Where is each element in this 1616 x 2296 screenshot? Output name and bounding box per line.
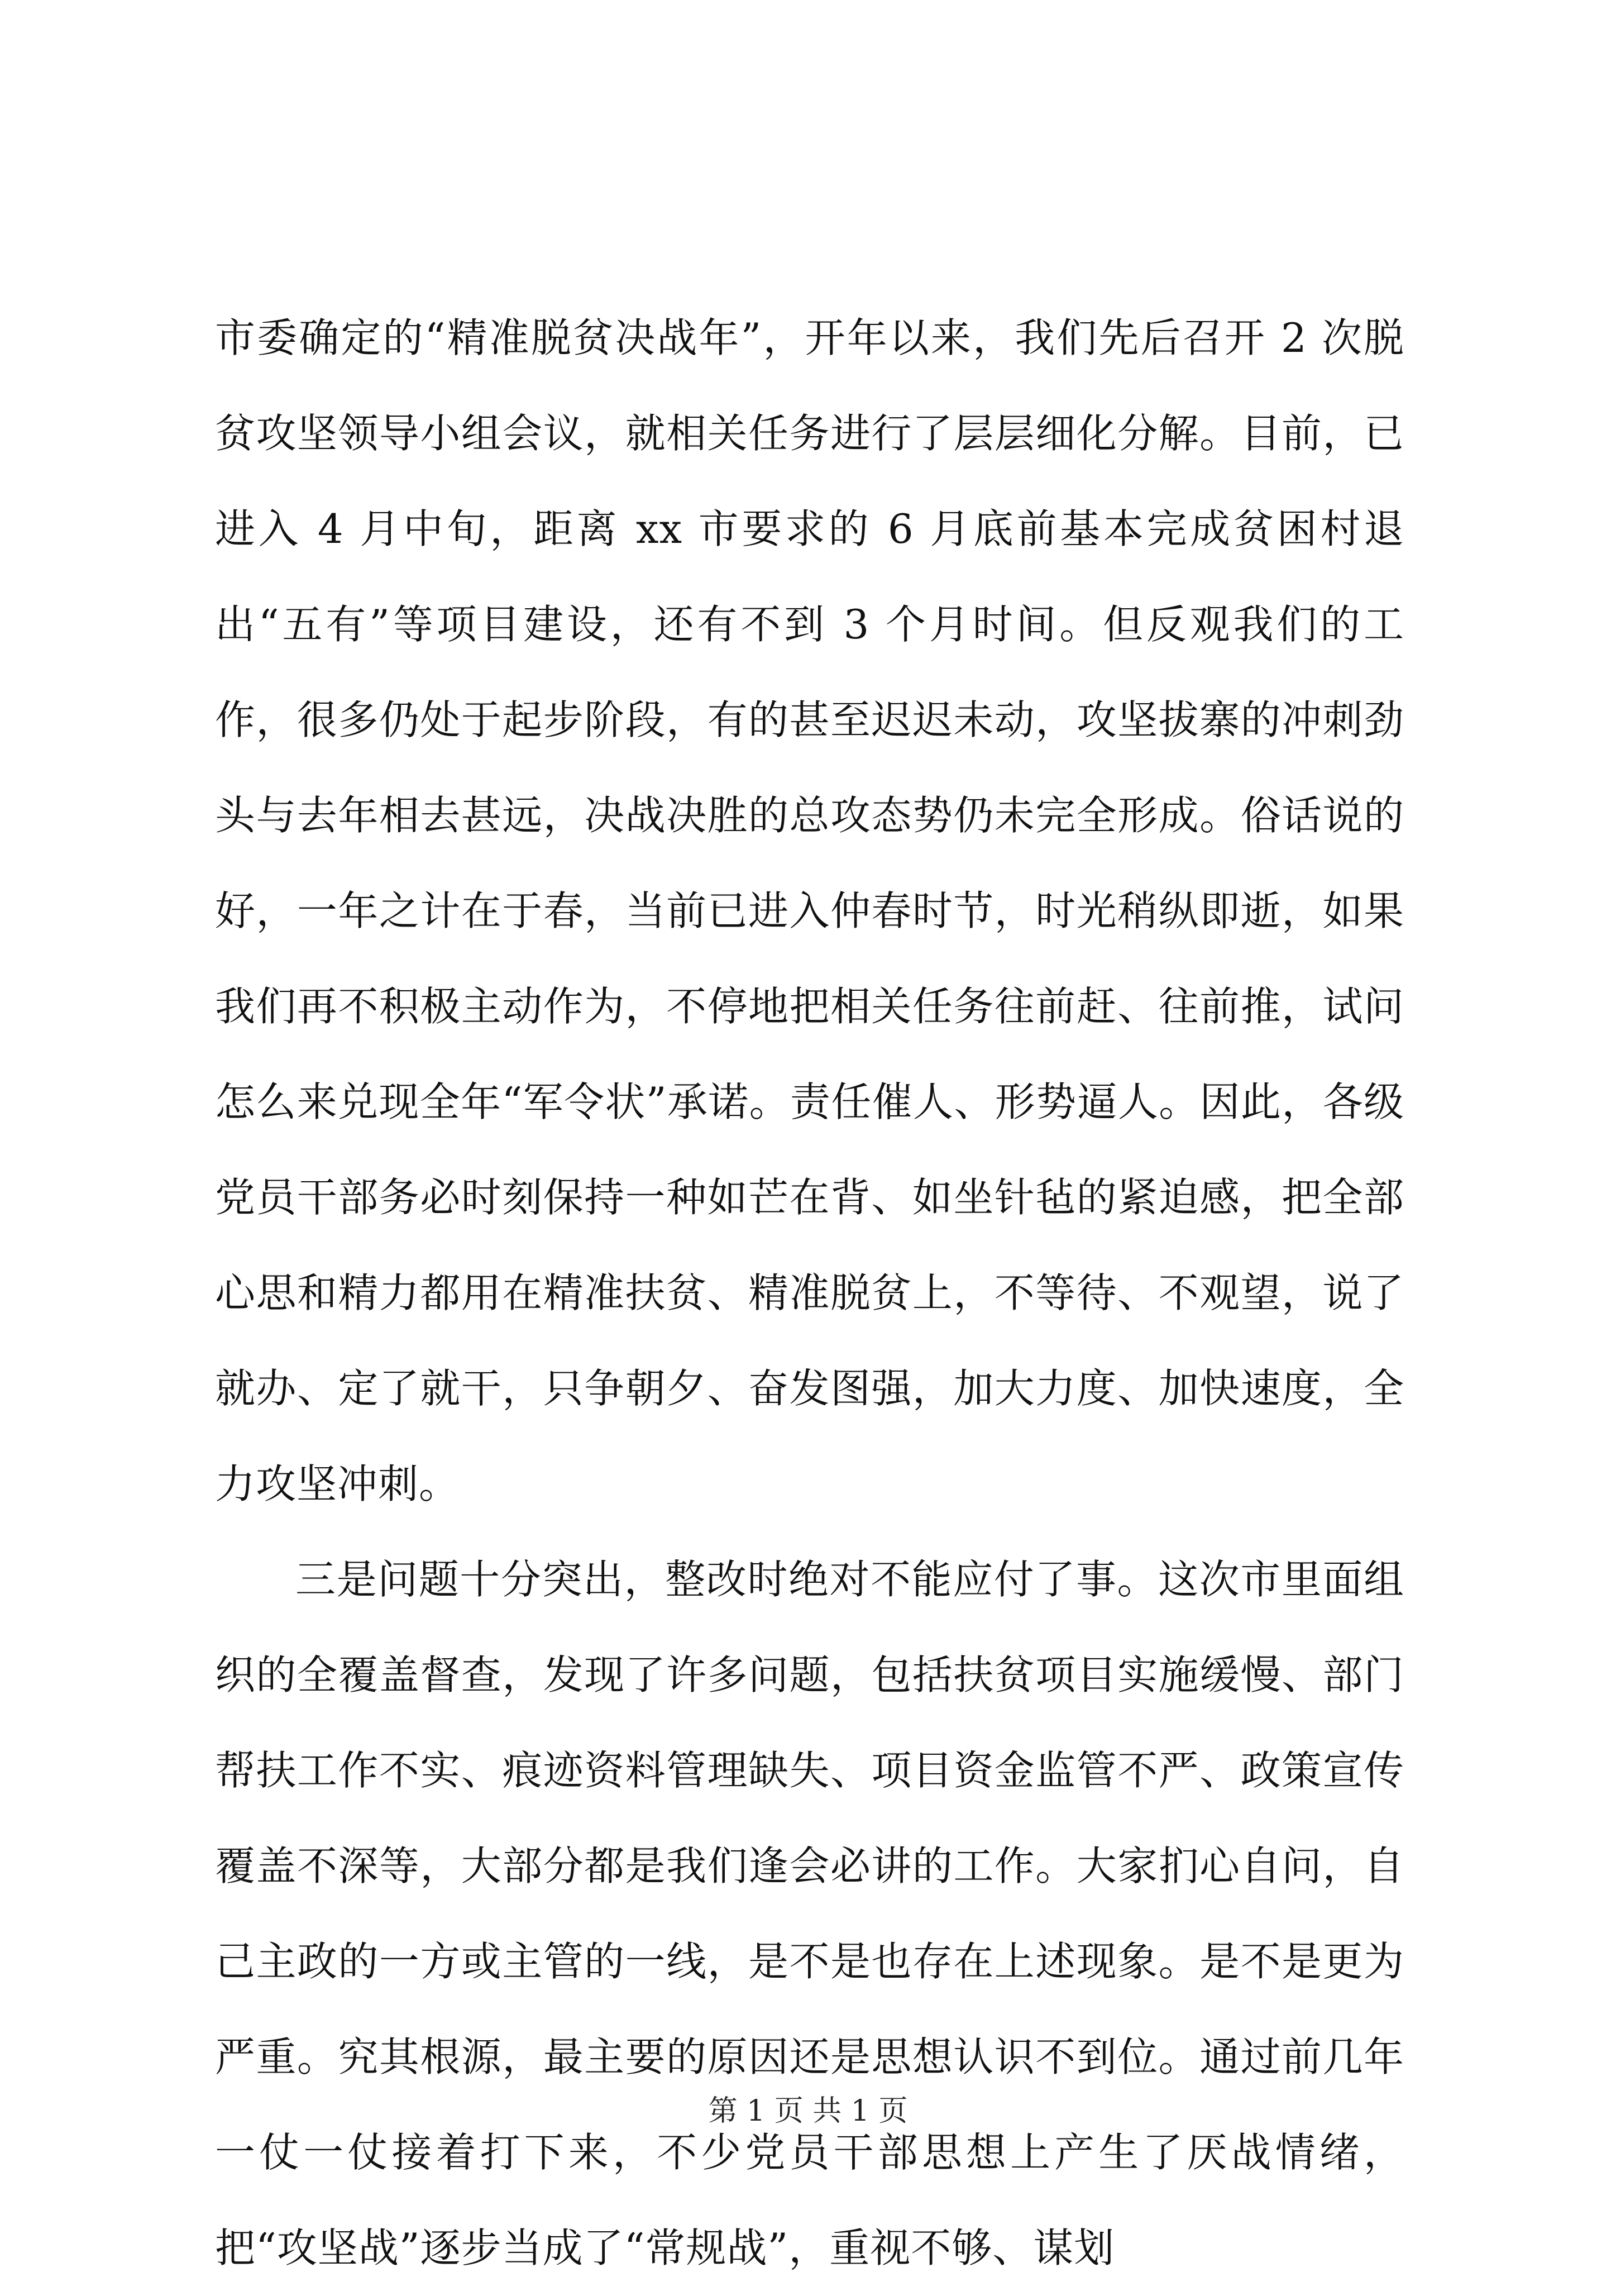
paragraph-2: 三是问题十分突出，整改时绝对不能应付了事。这次市里面组织的全覆盖督查，发现了许多问题，包括扶贫项目实施缓慢、部门帮扶工作不实、痕迹资料管理缺失、项目资金监管不严、政策宣传覆盖不深等，大部分都是我们逢会必讲的工作。大家扪心自问，自己主政的一方或主管的一线，是不是也存在上述现象。是不是更为严重。究其根源，最主要的原因还是思想认识不到位。通过前几年一仗一仗接着打下来，不少党员干部思想上产生了厌战情绪，把“攻坚战”逐步当成了“常规战”，重视不够、谋划 (215, 1556, 1404, 2271)
document-body (215, 290, 1404, 2296)
paragraph-1: 市委确定的“精准脱贫决战年”，开年以来，我们先后召开 2 次脱贫攻坚领导小组会议，就相关任务进行了层层细化分解。目前，已进入 4 月中旬，距离 xx 市要求的 6 月底前基本完成贫困村退出“五有”等项目建设，还有不到 3 个月时间。但反观我们的工作，很多仍处于起步阶段，有的甚至迟迟未动，攻坚拔寨的冲刺劲头与去年相去甚远，决战决胜的总攻态势仍未完全形成。俗话说的好，一年之计在于春，当前已进入仲春时节，时光稍纵即逝，如果我们再不积极主动作为，不停地把相关任务往前赶、往前推，试问怎么来兑现全年“军令状”承诺。责任催人、形势逼人。因此，各级党员干部务必时刻保持一种如芒在背、如坐针毡的紧迫感，把全部心思和精力都用在精准扶贫、精准脱贫上，不等待、不观望，说了就办、定了就干，只争朝夕、奋发图强，加大力度、加快速度，全力攻坚冲刺。 (215, 314, 1404, 1507)
page-number-footer: 第 1 页 共 1 页 (708, 2094, 908, 2128)
